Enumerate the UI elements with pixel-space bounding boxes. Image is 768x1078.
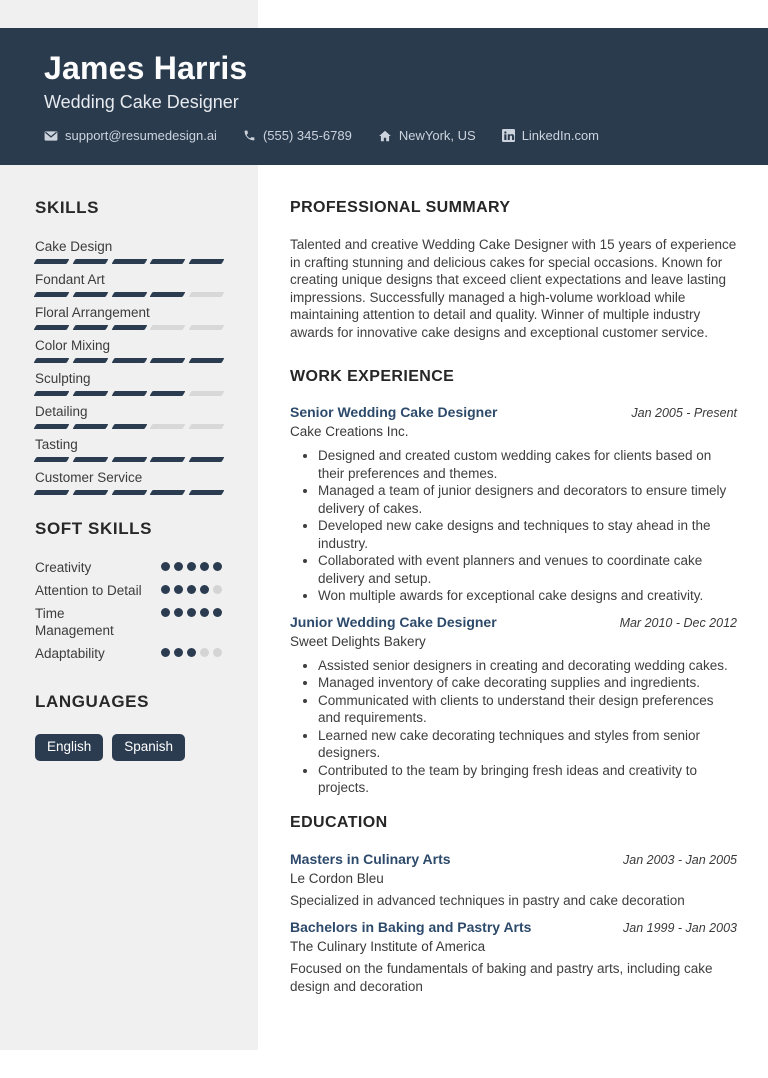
education-description: Specialized in advanced techniques in pastry and cake decoration xyxy=(290,892,685,908)
education-entry xyxy=(290,919,737,995)
job-header xyxy=(290,404,737,421)
resume-header xyxy=(0,28,768,165)
skill-segment-filled xyxy=(34,457,70,462)
summary-section-title: PROFESSIONAL SUMMARY xyxy=(290,199,511,216)
skill-segment-filled xyxy=(111,424,147,429)
summary-text: Talented and creative Wedding Cake Designer with 15 years of experience in crafting stunning and delicious cakes for special occasions. Known for creating unique designs that exceed client expectations and leave lasting impressions. Successfully managed a high-volume workload while maintaining attention to detail and quality. Winner of multiple industry awards for innovative cake designs and exceptional customer service. xyxy=(290,237,737,340)
skill-segment-empty xyxy=(189,292,225,297)
soft-skill-rating xyxy=(161,608,223,617)
envelope-icon xyxy=(44,129,58,143)
skill-segment-filled xyxy=(34,391,70,396)
rating-dot-filled xyxy=(174,648,183,657)
rating-dot-filled xyxy=(161,608,170,617)
languages-list xyxy=(35,734,223,761)
skill-item xyxy=(35,304,223,330)
person-name: James Harris xyxy=(44,50,248,86)
rating-dot-empty xyxy=(213,585,222,594)
job-entry xyxy=(290,404,737,605)
rating-dot-filled xyxy=(200,585,209,594)
skill-level-bar xyxy=(35,259,223,264)
experience-section-title: WORK EXPERIENCE xyxy=(290,368,455,385)
language-badge: English xyxy=(35,734,103,761)
skill-segment-filled xyxy=(72,391,108,396)
job-bullet: • Contributed to the team by bringing fresh ideas and creativity to projects. xyxy=(318,762,737,797)
job-bullet: • Designed and created custom wedding cakes for clients based on their preferences and themes. xyxy=(318,447,737,482)
job-bullet: • Collaborated with event planners and venues to coordinate cake delivery and setup. xyxy=(318,552,737,587)
skill-segment-filled xyxy=(150,457,186,462)
skill-segment-filled xyxy=(111,358,147,363)
skill-segment-filled xyxy=(111,457,147,462)
skill-label: Sculpting xyxy=(35,371,91,386)
skill-segment-filled xyxy=(72,358,108,363)
skill-segment-filled xyxy=(72,259,108,264)
job-header xyxy=(290,614,737,631)
skill-item xyxy=(35,238,223,264)
language-badge: Spanish xyxy=(112,734,185,761)
skill-segment-filled xyxy=(34,490,70,495)
soft-skill-row xyxy=(35,645,223,662)
job-company: Cake Creations Inc. xyxy=(290,424,409,439)
skill-level-bar xyxy=(35,325,223,330)
rating-dot-empty xyxy=(200,648,209,657)
job-bullet: • Managed a team of junior designers and decorators to ensure timely delivery of cakes. xyxy=(318,482,737,517)
soft-skill-label: Creativity xyxy=(35,560,92,575)
skill-label: Fondant Art xyxy=(35,272,105,287)
contact-item-phone[interactable] xyxy=(243,128,352,143)
job-bullet: • Developed new cake designs and techniques to stay ahead in the industry. xyxy=(318,517,737,552)
skill-label: Detailing xyxy=(35,404,88,419)
skills-list xyxy=(35,238,223,495)
skill-segment-empty xyxy=(150,424,186,429)
rating-dot-filled xyxy=(213,608,222,617)
skill-segment-filled xyxy=(150,259,186,264)
sidebar xyxy=(35,198,223,761)
skill-item xyxy=(35,271,223,297)
soft-skill-rating xyxy=(161,585,223,594)
phone-icon xyxy=(243,129,256,142)
rating-dot-filled xyxy=(187,585,196,594)
soft-skill-rating xyxy=(161,648,223,657)
job-bullet-list xyxy=(290,657,737,797)
skill-item xyxy=(35,337,223,363)
job-company: Sweet Delights Bakery xyxy=(290,633,426,649)
education-entry xyxy=(290,851,737,910)
skill-segment-empty xyxy=(189,325,225,330)
skill-segment-filled xyxy=(34,424,70,429)
contact-text: NewYork, US xyxy=(398,128,476,143)
rating-dot-filled xyxy=(174,585,183,594)
summary-section xyxy=(290,198,737,341)
education-description: Focused on the fundamentals of baking and pastry arts, including cake design and decoration xyxy=(290,961,713,994)
contact-row xyxy=(44,128,738,143)
education-header xyxy=(290,919,737,936)
skill-segment-filled xyxy=(34,259,70,264)
linkedin-icon xyxy=(502,129,515,142)
contact-item-envelope[interactable] xyxy=(44,128,217,143)
home-icon xyxy=(378,129,392,143)
skill-segment-empty xyxy=(189,391,225,396)
job-date-range: Jan 2005 - Present xyxy=(631,406,737,420)
contact-text: (555) 345-6789 xyxy=(262,128,352,143)
skill-segment-empty xyxy=(150,325,186,330)
job-bullet: • Learned new cake decorating techniques and styles from senior designers. xyxy=(318,727,737,762)
rating-dot-filled xyxy=(161,648,170,657)
skill-segment-filled xyxy=(34,292,70,297)
skill-segment-filled xyxy=(150,391,186,396)
skill-segment-filled xyxy=(72,325,108,330)
rating-dot-filled xyxy=(200,562,209,571)
rating-dot-filled xyxy=(187,648,196,657)
soft-skill-row xyxy=(35,605,223,639)
job-bullet: • Communicated with clients to understand their design preferences and requirements. xyxy=(318,692,737,727)
skill-label: Color Mixing xyxy=(35,338,111,353)
degree-title: Masters in Culinary Arts xyxy=(290,850,451,867)
job-bullet: • Won multiple awards for exceptional cake designs and creativity. xyxy=(318,587,737,605)
rating-dot-filled xyxy=(174,562,183,571)
education-header xyxy=(290,851,737,868)
education-section-title: EDUCATION xyxy=(290,813,388,831)
rating-dot-filled xyxy=(187,562,196,571)
job-bullet: • Managed inventory of cake decorating supplies and ingredients. xyxy=(318,674,737,692)
education-section xyxy=(290,813,737,996)
skill-segment-filled xyxy=(111,259,147,264)
skill-level-bar xyxy=(35,424,223,429)
soft-skill-row xyxy=(35,582,223,599)
skill-level-bar xyxy=(35,391,223,396)
job-title: Senior Wedding Cake Designer xyxy=(290,404,498,420)
skill-segment-filled xyxy=(150,490,186,495)
rating-dot-empty xyxy=(213,648,222,657)
rating-dot-filled xyxy=(200,608,209,617)
skill-segment-filled xyxy=(72,424,108,429)
soft-skill-label: Adaptability xyxy=(35,646,105,661)
school-name: The Culinary Institute of America xyxy=(290,939,486,954)
school-name: Le Cordon Bleu xyxy=(290,870,384,886)
education-date-range: Jan 1999 - Jan 2003 xyxy=(623,921,737,935)
skill-label: Tasting xyxy=(35,437,78,452)
skill-segment-filled xyxy=(111,325,147,330)
rating-dot-filled xyxy=(161,585,170,594)
skill-segment-filled xyxy=(150,358,186,363)
soft-skill-rating xyxy=(161,562,223,571)
skill-item xyxy=(35,469,223,495)
soft-skill-label: Attention to Detail xyxy=(35,583,142,598)
education-date-range: Jan 2003 - Jan 2005 xyxy=(623,852,737,867)
skill-level-bar xyxy=(35,358,223,363)
skill-segment-filled xyxy=(111,391,147,396)
education-list xyxy=(290,851,737,996)
skill-segment-filled xyxy=(111,292,147,297)
contact-text: LinkedIn.com xyxy=(521,128,600,143)
degree-title: Bachelors in Baking and Pastry Arts xyxy=(290,919,532,935)
rating-dot-filled xyxy=(187,608,196,617)
skill-item xyxy=(35,436,223,462)
skill-segment-filled xyxy=(34,358,70,363)
skill-segment-filled xyxy=(72,292,108,297)
skill-segment-filled xyxy=(189,259,225,264)
skill-segment-filled xyxy=(72,457,108,462)
rating-dot-filled xyxy=(213,562,222,571)
jobs-list xyxy=(290,404,737,797)
person-job-title: Wedding Cake Designer xyxy=(44,92,239,112)
skill-segment-filled xyxy=(72,490,108,495)
skill-level-bar xyxy=(35,292,223,297)
skill-segment-filled xyxy=(189,457,225,462)
skill-segment-filled xyxy=(150,292,186,297)
skill-segment-filled xyxy=(189,490,225,495)
job-date-range: Mar 2010 - Dec 2012 xyxy=(619,615,737,630)
skill-segment-filled xyxy=(189,358,225,363)
rating-dot-filled xyxy=(174,608,183,617)
job-title: Junior Wedding Cake Designer xyxy=(290,613,497,630)
contact-item-home[interactable] xyxy=(378,128,476,143)
contact-text: support@resumedesign.ai xyxy=(65,128,217,143)
languages-section-title: LANGUAGES xyxy=(35,692,150,711)
contact-item-linkedin[interactable] xyxy=(502,128,599,143)
skill-level-bar xyxy=(35,457,223,462)
skill-segment-empty xyxy=(189,424,225,429)
job-bullet-list xyxy=(290,447,737,605)
skill-segment-filled xyxy=(34,325,70,330)
skill-label: Cake Design xyxy=(35,239,113,254)
soft-skills-list xyxy=(35,559,223,662)
job-bullet: • Assisted senior designers in creating and decorating wedding cakes. xyxy=(318,657,737,675)
skill-item xyxy=(35,370,223,396)
main-column xyxy=(290,198,737,1005)
experience-section xyxy=(290,367,737,797)
skill-label: Floral Arrangement xyxy=(35,305,150,320)
soft-skills-section-title: SOFT SKILLS xyxy=(35,519,153,538)
skill-item xyxy=(35,403,223,429)
skill-segment-filled xyxy=(111,490,147,495)
soft-skill-row xyxy=(35,559,223,576)
skill-level-bar xyxy=(35,490,223,495)
soft-skill-label: Time Management xyxy=(35,606,114,638)
skills-section-title: SKILLS xyxy=(35,198,100,217)
rating-dot-filled xyxy=(161,562,170,571)
skill-label: Customer Service xyxy=(35,470,143,485)
job-entry xyxy=(290,614,737,797)
